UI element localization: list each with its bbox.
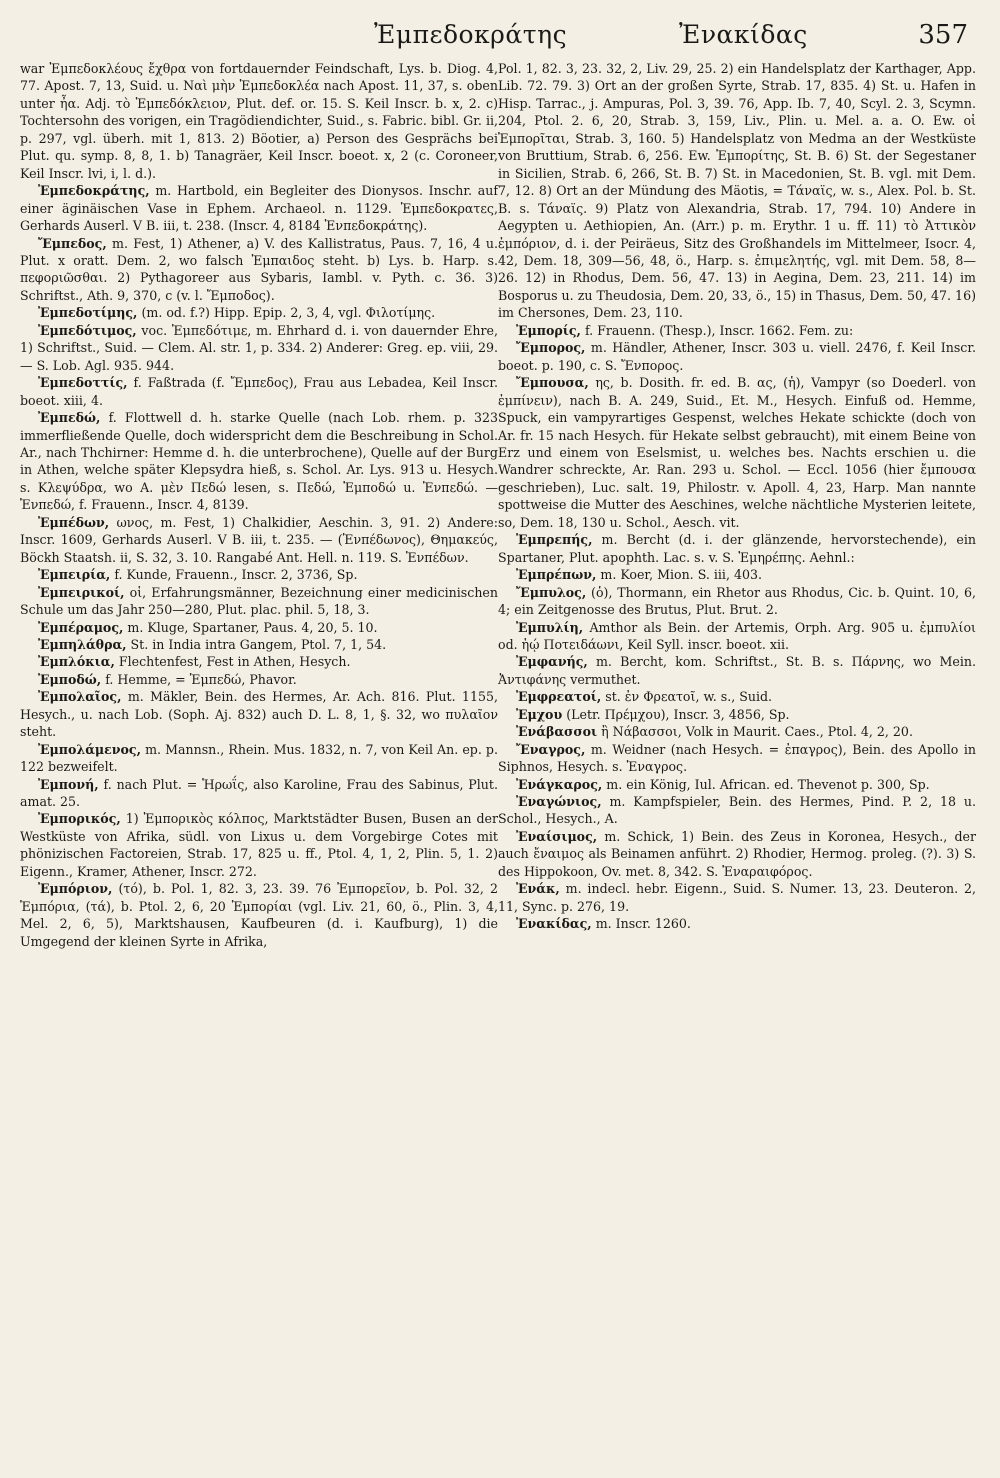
entry-text: m. Inscr. 1260. — [595, 916, 691, 932]
right-running-headword: Ἐνακίδας — [679, 20, 808, 49]
entry-headword: Ἐμπεδότιμος, — [38, 322, 137, 338]
entry-text: (ὁ), Thormann, ein Rhetor aus Rhodus, Cic. b. Quint. 10, 6, 4; ein Zeitgenosse des Brutus, Plut. Brut. 2. — [498, 584, 976, 618]
entry-text: f. Faßtrada (f. Ἔμπεδος), Frau aus Lebadea, Keil Inscr. boeot. xiii, 4. — [20, 375, 498, 408]
entry-headword: Ἐμπλόκια, — [38, 654, 115, 670]
entry-text: f. Frauenn. (Thesp.), Inscr. 1662. Fem. zu: — [584, 322, 854, 338]
dictionary-entry — [498, 322, 976, 339]
entry-text: m. ein König, Iul. African. ed. Thevenot p. 300, Sp. — [606, 776, 930, 792]
entry-text: voc. Ἐμπεδότιμε, m. Ehrhard d. i. von dauernder Ehre, 1) Schriftst., Suid. — Clem. Al. str. 1, p. 334. 2) Anderer: Greg. ep. viii, 29. — S. Lob. Agl. 935. 944. — [20, 322, 498, 373]
dictionary-entry — [20, 182, 498, 234]
entry-headword: Ἔμπουσα, — [516, 375, 589, 391]
entry-headword: Ἐμπηλάθρα, — [38, 636, 127, 652]
dictionary-entry — [20, 688, 498, 740]
entry-text: m. Kluge, Spartaner, Paus. 4, 20, 5. 10. — [127, 619, 378, 635]
dictionary-entry — [20, 374, 498, 409]
entry-text: Pol. 1, 82. 3, 23. 32, 2, Liv. 29, 25. 2) ein Handelsplatz der Karthager, App. Lib. 72. 79. 3) Ort an der großen Syrte, Strab. 17, 835. 4) St. u. Hafen in Hisp. Tarrac., j. Ampuras, Pol. 3, 39. 76, App. Ib. 7, 40, Scyl. 2. 3, Scymn. 204, Ptol. 2. 6, 20, Strab. 3, 159, Liv., Plin. u. Mel. a. a. O. Ew. οἱ Ἐμπορῖται, Strab. 3, 160. 5) Handelsplatz von Medma an der Westküste von Bruttium, Strab. 6, 256. Ew. Ἐμπορίτης, St. B. 6) St. der Segestaner in Sicilien, Strab. 6, 266, St. B. 7) St. in Macedonien, St. B. vgl. mit Dem. 7, 12. 8) Ort an der Mündung des Mäotis, = Τάναϊς, w. s., Alex. Pol. b. St. B. s. Τάναϊς. 9) Platz von Alexandria, Strab. 17, 794. 10) Andere in Aegypten u. Aethiopien, An. (Arr.) p. m. Erythr. 1 u. ff. 11) τὸ Ἀττικὸν ἐμπόριον, d. i. der Peiräeus, Sitz des Großhandels im Mittelmeer, Isocr. 4, 42, Dem. 18, 309—56, 48, ö., Harp. s. ἐπιμελητής, vgl. mit Dem. 58, 8—26. 12) in Rhodus, Dem. 56, 47. 13) in Aegina, Dem. 23, 211. 14) im Bosporus u. zu Theudosia, Dem. 20, 33, ö., 15) in Thasus, Dem. 50, 47. 16) im Chersones, Dem. 23, 110. — [498, 61, 976, 321]
dictionary-entry — [498, 60, 976, 322]
dictionary-entry — [20, 235, 498, 305]
dictionary-entry — [20, 636, 498, 653]
entry-headword: Ἐμπεδοτίμης, — [38, 305, 138, 321]
entry-text: (τό), b. Pol. 1, 82. 3, 23. 39. 76 Ἐμπορεῖον, b. Pol. 32, 2 Ἐμπόρια, (τά), b. Ptol. 2, 6, 20 Ἐμπορίαι (vgl. Liv. 21, 60, ö., Plin. 3, 4, Mel. 2, 6, 5), Marktshausen, Kaufbeuren (d. i. Kaufburg), 1) die Umgegend der kleinen Syrte in Afrika, — [20, 881, 498, 949]
entry-text: St. in India intra Gangem, Ptol. 7, 1, 54. — [130, 636, 387, 652]
dictionary-entry — [498, 880, 976, 915]
entry-text: m. Fest, 1) Athener, a) V. des Kallistratus, Paus. 7, 16, 4 u. Plut. x oratt. Dem. 2, wo falsch Ἐμπαιδος steht. b) Lys. b. Harp. s. πεφοριῶσθαι. 2) Pythagoreer aus Sybaris, Iambl. v. Pyth. c. 36. 3) Schriftst., Ath. 9, 370, c (v. l. Ἔμποδος). — [20, 235, 498, 303]
dictionary-entry — [20, 619, 498, 636]
entry-text: f. Hemme, = Ἐμπεδώ, Phavor. — [105, 671, 297, 687]
dictionary-entry — [20, 653, 498, 670]
entry-text: Flechtenfest, Fest in Athen, Hesych. — [118, 654, 351, 670]
entry-headword: Ἔμπορος, — [516, 340, 586, 356]
dictionary-entry — [498, 374, 976, 531]
entry-text: 1) Ἐμπορικὸς κόλπος, Marktstädter Busen, Busen an der Westküste von Afrika, südl. von Lixus u. dem Vorgebirge Cotes mit phönizischen Factoreien, Strab. 17, 825 u. ff., Ptol. 4, 1, 2, Plin. 5, 1. 2) Eigenn., Kramer, Athener, Inscr. 272. — [20, 811, 498, 879]
dictionary-entry — [20, 322, 498, 374]
entry-headword: Ἔμπυλος, — [516, 584, 587, 600]
dictionary-entry — [20, 566, 498, 583]
dictionary-entry — [20, 880, 498, 950]
entry-headword: Ἐναίσιμος, — [516, 828, 598, 844]
entry-headword: Ἐμπεδοκράτης, — [38, 183, 150, 199]
entry-headword: Ἐμφρεατοί, — [516, 689, 602, 705]
entry-text: m. Händler, Athener, Inscr. 303 u. viell. 2476, f. Keil Inscr. boeot. p. 190, c. S. Ἔνπορος. — [498, 340, 976, 373]
dictionary-entry — [20, 810, 498, 880]
entry-text: ωνος, m. Fest, 1) Chalkidier, Aeschin. 3, 91. 2) Andere: Inscr. 1609, Gerhards Auserl. V B. iii, t. 235. — (Ἐνπέδωνος), Θημακεύς, Böckh Staatsh. ii, S. 32, 3. 10. Rangabé Ant. Hell. n. 119. S. Ἐνπέδων. — [20, 514, 498, 565]
dictionary-entry — [20, 671, 498, 688]
entry-headword: Ἐμπρεπής, — [516, 532, 593, 548]
dictionary-entry — [498, 793, 976, 828]
page-number: 357 — [918, 20, 968, 50]
dictionary-entry — [498, 915, 976, 932]
entry-headword: Ἐμπολάμενος, — [38, 741, 141, 757]
entry-headword: Ἐμπορίς, — [516, 322, 581, 338]
entry-headword: Ἐμπόριον, — [38, 881, 113, 897]
entry-headword: Ἐναγώνιος, — [516, 794, 602, 810]
dictionary-entry — [20, 304, 498, 321]
dictionary-entry — [498, 653, 976, 688]
entry-headword: Ἐμπολαῖος, — [38, 689, 122, 705]
entry-headword: Ἐνάγκαρος, — [516, 776, 603, 792]
entry-text: (Letr. Πρέμχου), Inscr. 3, 4856, Sp. — [566, 706, 790, 722]
dictionary-entry — [498, 723, 976, 740]
dictionary-entry — [498, 339, 976, 374]
entry-headword: Ἐμπρέπων, — [516, 567, 597, 583]
dictionary-entry — [498, 828, 976, 880]
entry-text: m. Bercht (d. i. der glänzende, hervorstechende), ein Spartaner, Plut. apophth. Lac. s. v. S. Ἐμηρέπης. Aehnl.: — [498, 532, 976, 565]
entry-headword: Ἔμπεδος, — [38, 235, 107, 251]
entry-text: m. Kampfspieler, Bein. des Hermes, Pind. P. 2, 18 u. Schol., Hesych., A. — [498, 794, 976, 827]
entry-text: ἢ Νάβασσοι, Volk in Maurit. Caes., Ptol. 4, 2, 20. — [601, 724, 913, 740]
dictionary-entry — [20, 776, 498, 811]
entry-text: f. Kunde, Frauenn., Inscr. 2, 3736, Sp. — [114, 567, 358, 583]
entry-text: m. Schick, 1) Bein. des Zeus in Koronea, Hesych., der auch ἔναιμος als Beinamen anführt. 2) Rhodier, Hermog. proleg. (?). 3) S. des Hippokoon, Ov. met. 8, 342. S. Ἐναραιφόρος. — [498, 828, 976, 879]
dictionary-entry — [20, 409, 498, 514]
entry-headword: Ἔναγρος, — [516, 741, 586, 757]
entry-headword: Ἐμπονή, — [38, 776, 99, 792]
running-header — [14, 12, 976, 60]
dictionary-entry — [498, 688, 976, 705]
entry-text: ης, b. Dosith. fr. ed. B. ας, (ἡ), Vampyr (so Doederl. von ἐμπίνειν), nach B. A. 249, Suid., Et. M., Hesych. Einfuß od. Hemme, Spuck, ein vampyrartiges Gespenst, welches Hekate schickte (doch von Ar. fr. 15 nach Hesych. für Hekate selbst gebraucht), mit einem Beine von Erz und einem von Eselsmist, u. welches bes. Nachts erschien u. die Wandrer schreckte, Ar. Ran. 293 u. Schol. — Eccl. 1056 (hier ἔμπουσα geschrieben), Luc. salt. 19, Philostr. v. Apoll. 4, 23, Harp. Man nannte spottweise die Mutter des Aeschines, welche nächtliche Mysterien leitete, so, Dem. 18, 130 u. Schol., Aesch. vit. — [498, 375, 976, 530]
dictionary-entry — [498, 566, 976, 583]
entry-headword: Ἐμπειρία, — [38, 567, 111, 583]
entry-text: f. Flottwell d. h. starke Quelle (nach Lob. rhem. p. 323 immerfließende Quelle, doch widerspricht dem die Beschreibung in Schol. Ar., nach Thchirner: Hemme d. h. die unterbrochene), Quelle auf der Burg in Athen, welche später Klepsydra hieß, s. Schol. Ar. Lys. 913 u. Hesych. s. Κλεψύδρα, wo A. μὲν Πεδώ lesen, s. Πεδώ, Ἐμποδώ u. Ἐνπεδώ. — Ἐνπεδώ, f. Frauenn., Inscr. 4, 8139. — [20, 410, 498, 513]
entry-headword: Ἐμπυλίη, — [516, 619, 584, 635]
entry-headword: Ἐμχου — [516, 706, 563, 722]
entry-text: (m. od. f.?) Hipp. Epip. 2, 3, 4, vgl. Φιλοτίμης. — [141, 305, 436, 321]
entry-headword: Ἐμπειρικοί, — [38, 584, 125, 600]
entry-text: m. indecl. hebr. Eigenn., Suid. S. Numer. 13, 23. Deuteron. 2, 11, Sync. p. 276, 19. — [498, 881, 976, 914]
entry-text: m. Bercht, kom. Schriftst., St. B. s. Πάρνης, wo Mein. Ἀντιφάνης vermuthet. — [498, 654, 976, 687]
entry-text: Amthor als Bein. der Artemis, Orph. Arg. 905 u. ἐμπυλίοι od. ἡῴ Ποτειδάωνι, Keil Syll. inscr. boeot. xii. — [498, 619, 976, 652]
entry-headword: Ἐμπεδοττίς, — [38, 375, 128, 391]
entry-text: οἱ, Erfahrungsmänner, Bezeichnung einer medicinischen Schule um das Jahr 250—280, Plut. plac. phil. 5, 18, 3. — [20, 584, 498, 618]
entry-headword: Ἐμποδώ, — [38, 671, 102, 687]
left-running-headword: Ἐμπεδοκράτης — [374, 20, 568, 49]
entry-text: m. Mannsn., Rhein. Mus. 1832, n. 7, von Keil An. ep. p. 122 bezweifelt. — [20, 741, 498, 775]
dictionary-entry — [498, 706, 976, 723]
entry-text: f. nach Plut. = Ἡρωΐς, also Karoline, Frau des Sabinus, Plut. amat. 25. — [20, 776, 498, 810]
entry-headword: Ἐμφανής, — [516, 654, 588, 670]
dictionary-entry — [498, 776, 976, 793]
dictionary-entry — [20, 741, 498, 776]
left-column — [20, 60, 498, 950]
entry-headword: Ἐμπεδώ, — [38, 410, 101, 426]
entry-text: war Ἐμπεδοκλέους ἔχθρα von fortdauernder Feindschaft, Lys. b. Diog. 4, 77. Apost. 7, 13, Suid. u. Ναὶ μὴν Ἐμπεδοκλέα nach Apost. 11, 37, s. oben unter ἦα. Adj. τὸ Ἐμπεδόκλειον, Plut. def. or. 15. S. Keil Inscr. b. x, 2. c) Tochtersohn des vorigen, ein Tragödiendichter, Suid., s. Fabric. bibl. Gr. ii, p. 297, vgl. überh. mit 1, 813. 2) Böotier, a) Person des Gesprächs bei Plut. qu. symp. 8, 8, 1. b) Tanagräer, Keil Inscr. boeot. x, 2 (c. Coroneer, Keil Inscr. lvi, i, l. d.). — [20, 61, 498, 181]
dictionary-entry — [20, 514, 498, 566]
dictionary-entry — [498, 584, 976, 619]
dictionary-entry — [498, 619, 976, 654]
entry-text: st. ἐν Φρεατοῖ, w. s., Suid. — [605, 689, 773, 705]
entry-text: m. Weidner (nach Hesych. = ἐπαγρος), Bein. des Apollo in Siphnos, Hesych. s. Ἐναγρος. — [498, 741, 976, 775]
dictionary-entry — [498, 741, 976, 776]
right-column — [498, 60, 976, 950]
dictionary-entry — [20, 60, 498, 182]
entry-headword: Ἐνάβασσοι — [516, 724, 598, 740]
entry-text: m. Hartbold, ein Begleiter des Dionysos. Inschr. auf einer äginäischen Vase in Ephem. Archaeol. n. 1129. Ἐμπεδοκρατες, Gerhards Auserl. V B. iii, t. 238. (Inscr. 4, 8184 Ἐνπεδοκράτης). — [20, 183, 499, 234]
entry-headword: Ἐμπέραμος, — [38, 619, 124, 635]
entry-headword: Ἐμπέδων, — [38, 514, 110, 530]
dictionary-entry — [20, 584, 498, 619]
dictionary-entry — [498, 531, 976, 566]
entry-text: m. Mäkler, Bein. des Hermes, Ar. Ach. 816. Plut. 1155, Hesych., u. nach Lob. (Soph. Aj. 832) auch D. L. 8, 1, §. 32, wo πυλαῖον steht. — [20, 689, 498, 740]
entry-headword: Ἐνακίδας, — [516, 916, 592, 932]
entry-headword: Ἐμπορικός, — [38, 811, 121, 827]
entry-headword: Ἐνάκ, — [516, 881, 560, 897]
entry-text: m. Koer, Mion. S. iii, 403. — [600, 567, 763, 583]
columns — [14, 60, 976, 950]
